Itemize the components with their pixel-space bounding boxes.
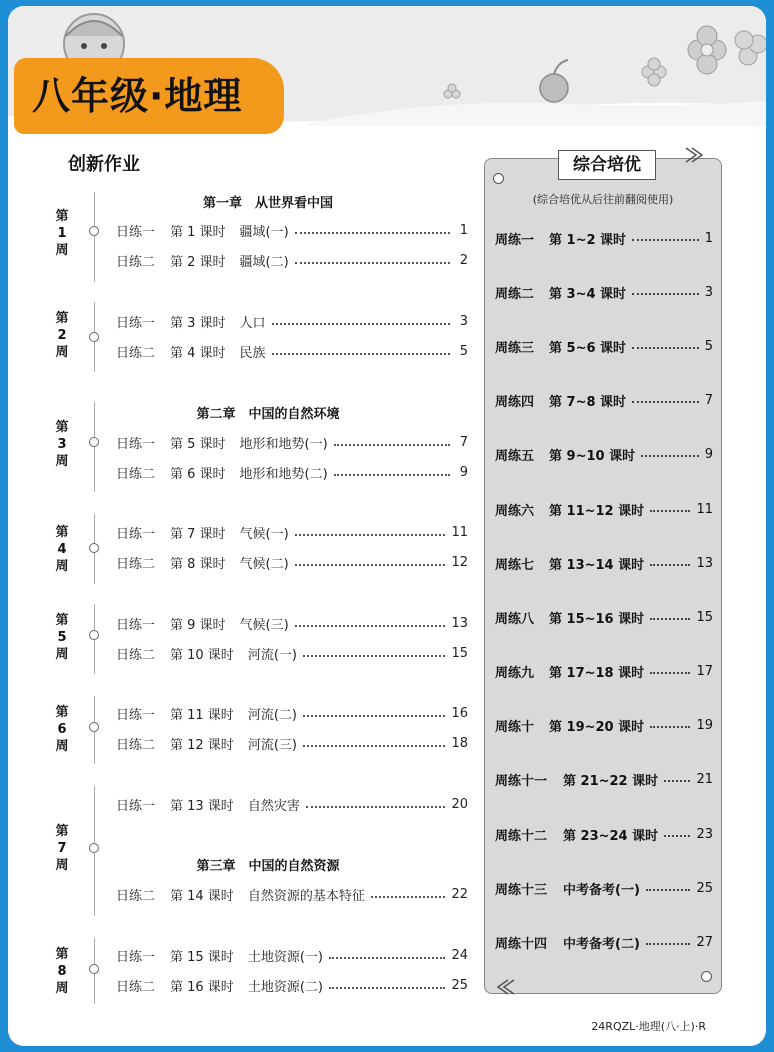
- week-3-bracket: [94, 402, 95, 492]
- chapter-1-title: 第一章 从世界看中国: [202, 196, 333, 211]
- toc-entry[interactable]: 日练二 第 2 课时 疆域(二) 2: [116, 252, 468, 270]
- week-5-label: 第 5 周: [55, 613, 69, 662]
- toc-entry[interactable]: 日练二 第 6 课时 地形和地势(二) 9: [116, 464, 468, 482]
- toc-entry[interactable]: 日练二 第 8 课时 气候(二) 12: [116, 554, 468, 572]
- ring-icon: [493, 173, 504, 184]
- toc-entry[interactable]: 日练二 第 12 课时 河流(三) 18: [116, 735, 468, 753]
- review-panel-card: [484, 158, 722, 994]
- toc-entry[interactable]: 日练一 第 13 课时 自然灾害 20: [116, 796, 468, 814]
- week-1-label: 第 1 周: [55, 209, 69, 258]
- week-3-dot: [89, 437, 99, 447]
- toc-entry[interactable]: 日练一 第 9 课时 气候(三) 13: [116, 615, 468, 633]
- week-5-dot: [89, 630, 99, 640]
- week-4-label: 第 4 周: [55, 525, 69, 574]
- footer-code: 24RQZL·地理(八·上)·R: [591, 1020, 706, 1033]
- review-entry[interactable]: 周练八 第 15~16 课时 15: [495, 609, 713, 627]
- toc-entry[interactable]: 日练一 第 7 课时 气候(一) 11: [116, 524, 468, 542]
- toc-entry[interactable]: 日练二 第 10 课时 河流(一) 15: [116, 645, 468, 663]
- week-7-label: 第 7 周: [55, 824, 69, 873]
- week-6-label: 第 6 周: [55, 705, 69, 754]
- review-entry[interactable]: 周练十 第 19~20 课时 19: [495, 717, 713, 735]
- week-3-label: 第 3 周: [55, 420, 69, 469]
- week-4-dot: [89, 543, 99, 553]
- review-entry[interactable]: 周练三 第 5~6 课时 5: [495, 338, 713, 356]
- toc-entry[interactable]: 日练一 第 1 课时 疆域(一) 1: [116, 222, 468, 240]
- review-entry[interactable]: 周练十四 中考备考(二) 27: [495, 934, 713, 952]
- toc-entry[interactable]: 日练二 第 16 课时 土地资源(二) 25: [116, 977, 468, 995]
- toc-entry[interactable]: 日练一 第 15 课时 土地资源(一) 24: [116, 947, 468, 965]
- review-entry[interactable]: 周练十三 中考备考(一) 25: [495, 880, 713, 898]
- review-panel: [484, 155, 724, 998]
- review-entry[interactable]: 周练九 第 17~18 课时 17: [495, 663, 713, 681]
- week-7-dot: [89, 843, 99, 853]
- chevron-right-icon: [684, 146, 706, 164]
- panel-note: (综合培优从后往前翻阅使用): [532, 193, 674, 206]
- review-entry[interactable]: 周练五 第 9~10 课时 9: [495, 446, 713, 464]
- week-8-dot: [89, 964, 99, 974]
- toc-entry[interactable]: 日练一 第 3 课时 人口 3: [116, 313, 468, 331]
- ring-icon: [701, 971, 712, 982]
- toc-entry[interactable]: 日练一 第 5 课时 地形和地势(一) 7: [116, 434, 468, 452]
- panel-title: 综合培优: [558, 150, 656, 180]
- toc-entry[interactable]: 日练一 第 11 课时 河流(二) 16: [116, 705, 468, 723]
- page-title: 八年级·地理: [32, 74, 243, 118]
- week-6-dot: [89, 722, 99, 732]
- week-1-dot: [89, 226, 99, 236]
- review-entry[interactable]: 周练十一 第 21~22 课时 21: [495, 771, 713, 789]
- chevron-left-icon: [494, 978, 516, 996]
- review-entry[interactable]: 周练七 第 13~14 课时 13: [495, 555, 713, 573]
- chapter-3-title: 第三章 中国的自然资源: [196, 859, 340, 874]
- week-8-label: 第 8 周: [55, 947, 69, 996]
- week-2-label: 第 2 周: [55, 311, 69, 360]
- toc-entry[interactable]: 日练二 第 4 课时 民族 5: [116, 343, 468, 361]
- review-entry[interactable]: 周练二 第 3~4 课时 3: [495, 284, 713, 302]
- week-2-dot: [89, 332, 99, 342]
- review-entry[interactable]: 周练六 第 11~12 课时 11: [495, 501, 713, 519]
- page: [8, 6, 766, 1046]
- review-entry[interactable]: 周练一 第 1~2 课时 1: [495, 230, 713, 248]
- chapter-2-title: 第二章 中国的自然环境: [196, 407, 340, 422]
- review-entry[interactable]: 周练十二 第 23~24 课时 23: [495, 826, 713, 844]
- section-heading: 创新作业: [68, 154, 140, 175]
- review-entry[interactable]: 周练四 第 7~8 课时 7: [495, 392, 713, 410]
- week-1-bracket: [94, 192, 95, 282]
- toc-entry[interactable]: 日练二 第 14 课时 自然资源的基本特征 22: [116, 886, 468, 904]
